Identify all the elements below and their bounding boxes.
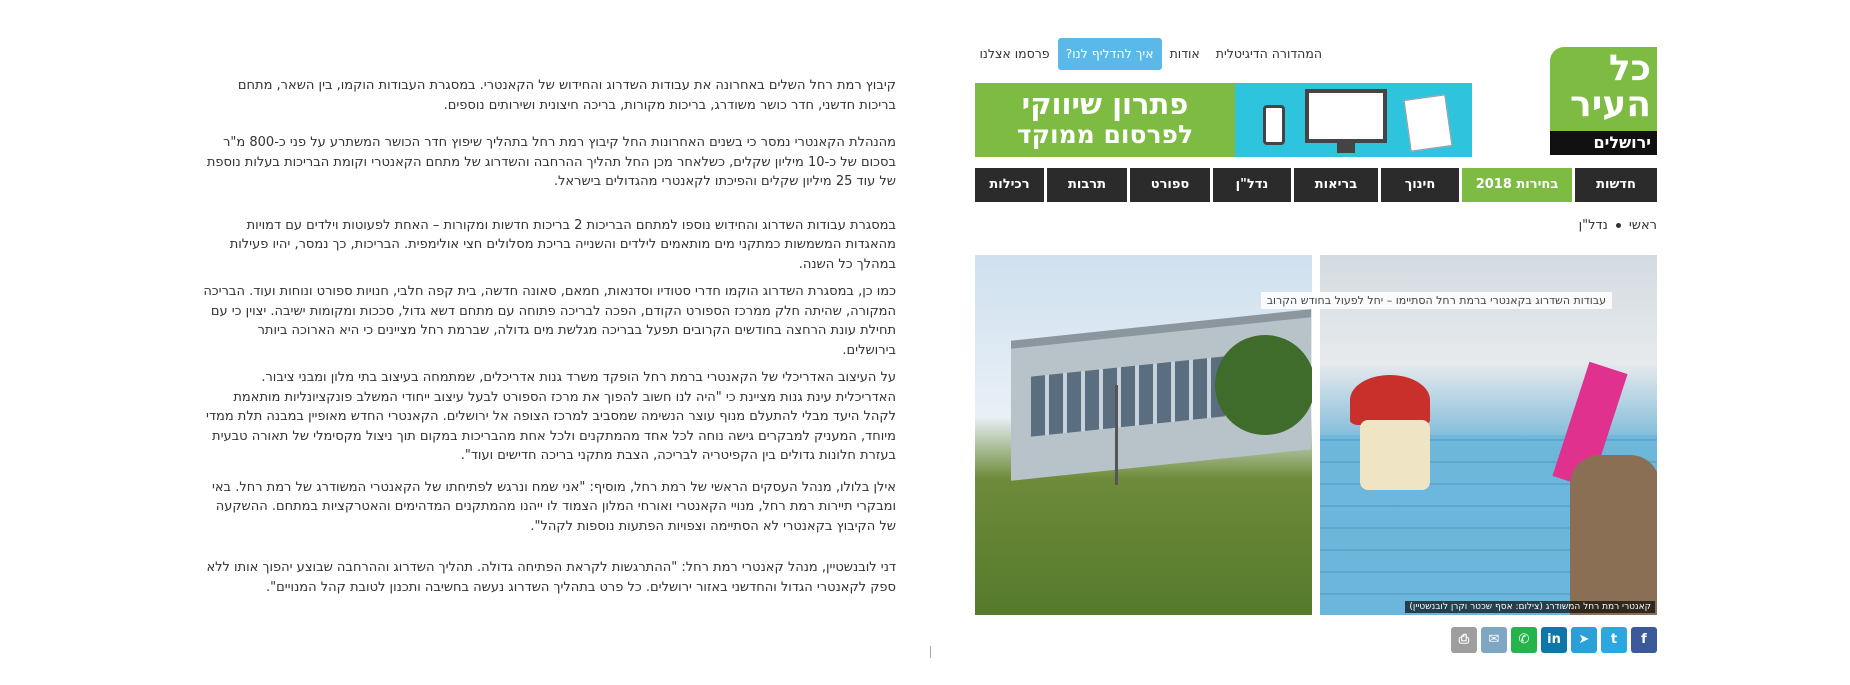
facebook-icon[interactable]: f bbox=[1631, 627, 1657, 653]
mushroom-roof-shape bbox=[1350, 375, 1430, 425]
monitor-stand bbox=[1337, 143, 1355, 153]
category-navigation bbox=[975, 168, 1657, 202]
topnav-digital-edition[interactable]: המהדורה הדיגיטלית bbox=[1215, 46, 1322, 61]
category-gossip[interactable]: רכילות bbox=[975, 168, 1044, 202]
category-education[interactable]: חינוך bbox=[1381, 168, 1459, 202]
tree-shape bbox=[1215, 335, 1312, 435]
article-paragraph: אילן בלולו, מנהל העסקים הראשי של רמת רחל, מוסיף: "אני שמח ונרגש לפתיחתו של הקאנטרי המשודרג של רמת רחל. באי ומבקרי תיירות רמת רחל, מנויי הקאנטרי ואורחי המלון הצמוד לו ייהנו מהמתקנים המדהימים והאטרקציות במתחם. ההשקעה של הקיבוץ בקאנטרי לא הסתיימה וצפויות הפתעות נוספות לקהל". bbox=[211, 479, 896, 534]
ad-banner-text bbox=[975, 83, 1235, 157]
ad-banner[interactable] bbox=[975, 83, 1472, 157]
ad-banner-line-2: לפרסום ממוקד bbox=[1016, 120, 1194, 149]
twitter-icon[interactable]: t bbox=[1601, 627, 1627, 653]
category-sports[interactable]: ספורט bbox=[1130, 168, 1210, 202]
category-culture[interactable]: תרבות bbox=[1047, 168, 1127, 202]
whatsapp-icon[interactable]: ✆ bbox=[1511, 627, 1537, 653]
article-paragraph: מהנהלת הקאנטרי נמסר כי בשנים האחרונות החל קיבוץ רמת רחל בתהליך שיפוץ חדר הכושר המשתרע על פני כ-800 מ"ר בסכום של כ-10 מיליון שקלים, כשלאחר מכן החל תהליך ההרחבה והשדרוג של מתחם הקאנטרי וקומת הבריכות בעלות נוספת של עוד 25 מיליון שקלים והפיכתו לקאנטרי מהגדולים בישראל. bbox=[206, 135, 896, 189]
phone-icon bbox=[1263, 105, 1285, 145]
logo-city: ירושלים bbox=[1550, 131, 1657, 155]
topnav-advertise[interactable]: פרסמו אצלנו bbox=[979, 46, 1050, 61]
play-house-shape bbox=[1360, 420, 1430, 490]
tree-trunk-shape bbox=[1570, 455, 1657, 615]
article-paragraph: קיבוץ רמת רחל השלים באחרונה את עבודות השדרוג והחידוש של הקאנטרי. במסגרת העבודות הוקמו, בין השאר, מתחם בריכות חדשני, חדר כושר משודרג, בריכות מקורות, בריכה חיצונית ושירותים נוספים. bbox=[237, 78, 896, 113]
pool-interior-photo bbox=[1320, 255, 1657, 615]
top-navigation bbox=[971, 38, 1330, 70]
breadcrumb-section[interactable]: נדל"ן bbox=[1578, 218, 1608, 233]
article-paragraph: כמו כן, במסגרת השדרוג הוקמו חדרי סטודיו וסדנאות, חמאם, סאונה חדשה, בית קפה חלבי, חנויות ספורט ונוחות ועוד. הבריכה המקורה, שהיתה חלק ממרכז הספורט הקודם, הפכה לבריכה פתוחה עם מתחם דשא גדול, סככות ומקומות ישיבה. יצוין כי עם תחילת עונת הרחצה בחודשים הקרובים תפעל בבריכה מגלשת מים גדולה, שברמת רחל מציינים כי היא הארוכה ביותר בירושלים. bbox=[203, 284, 896, 358]
breadcrumb-home[interactable]: ראשי bbox=[1628, 218, 1657, 233]
linkedin-icon[interactable]: in bbox=[1541, 627, 1567, 653]
article-paragraph: במסגרת עבודות השדרוג והחידוש נוספו למתחם הבריכות 2 בריכות חדשות ומקורות – האחת לפעוטות וילדים עם דמויות מהאגדות המשמשות כמתקני מים מותאמים לילדים והשנייה בריכת מסלולים חצי אולימפית. הבריכות, כך נמסר, יהיו פעילות במהלך כל השנה. bbox=[229, 217, 896, 272]
category-elections[interactable]: בחירות 2018 bbox=[1462, 168, 1572, 202]
email-icon[interactable]: ✉ bbox=[1481, 627, 1507, 653]
article-main-image[interactable] bbox=[975, 255, 1657, 615]
building-exterior-photo bbox=[975, 255, 1312, 615]
photo-caption: עבודות השדרוג בקאנטרי ברמת רחל הסתיימו – יחל לפעול בחודש הקרוב bbox=[1261, 292, 1612, 309]
monitor-icon bbox=[1305, 89, 1387, 143]
category-real-estate[interactable]: נדל"ן bbox=[1213, 168, 1291, 202]
article-paragraph: דני לובנשטיין, מנהל קאנטרי רמת רחל: "ההתרגשות לקראת הפתיחה גדולה. תהליך השדרוג וההרחבה שבוצע יהפוך אותו ללא ספק לקאנטרי הגדול והחדשני באזור ירושלים. כל פרט בתהליך השדרוג נעשה בחשיבה ותכנון לטובת קהל המנויים". bbox=[206, 560, 896, 595]
ad-banner-line-1: פתרון שיווקי bbox=[1021, 87, 1189, 121]
breadcrumb bbox=[1579, 218, 1657, 233]
topnav-about[interactable]: אודות bbox=[1169, 46, 1200, 61]
newspaper-icon bbox=[1404, 94, 1453, 151]
print-icon[interactable]: ⎙ bbox=[1451, 627, 1477, 653]
category-health[interactable]: בריאות bbox=[1294, 168, 1378, 202]
article-paragraph: על העיצוב האדריכלי של הקאנטרי ברמת רחל הופקד משרד גנות אדריכלים, שמתמחה בעיצוב בתי מלון ומבני ציבור. האדריכלית עינת גנות מציינת כי "היה לנו חשוב להפוך את מרכז הספורט לבעל עיצוב ייחודי המשלב פונקציונליות מותאמת לקהל היעד מבלי להתעלם מנוף עוצר הנשימה שמסביב למרכז הצופה אל ירושלים. הקאנטרי החדש מאופיין במבנה תלת ממדי מיוחד, המעניק למבקרים גישה נוחה לכל אחד מהמתקנים ולכל אחת מהבריכות במקום תוך ניצול מקסימלי של תאורה טבעית בעזרת חלונות גדולים בין הקפיטריה לבריכה, הצבת מתקני בריכה חדישים ועוד". bbox=[205, 370, 896, 463]
telegram-icon[interactable]: ➤ bbox=[1571, 627, 1597, 653]
category-news[interactable]: חדשות bbox=[1575, 168, 1657, 202]
photo-credit: קאנטרי רמת רחל המשודרג (צילום: אסף שכטר וקרן לובנשטיין) bbox=[1405, 601, 1655, 613]
divider bbox=[930, 646, 931, 658]
logo-text bbox=[1570, 48, 1651, 125]
share-bar bbox=[1451, 627, 1657, 653]
ad-banner-devices-illustration bbox=[1235, 83, 1472, 157]
logo-line-1: כל bbox=[1608, 48, 1651, 89]
logo-line-2: העיר bbox=[1570, 84, 1651, 125]
lamp-pole-shape bbox=[1115, 385, 1118, 485]
site-logo[interactable] bbox=[1550, 47, 1657, 155]
breadcrumb-separator bbox=[1616, 223, 1621, 228]
article-body bbox=[200, 76, 896, 597]
topnav-leak-button[interactable]: איך להדליף לנו? bbox=[1058, 38, 1162, 70]
